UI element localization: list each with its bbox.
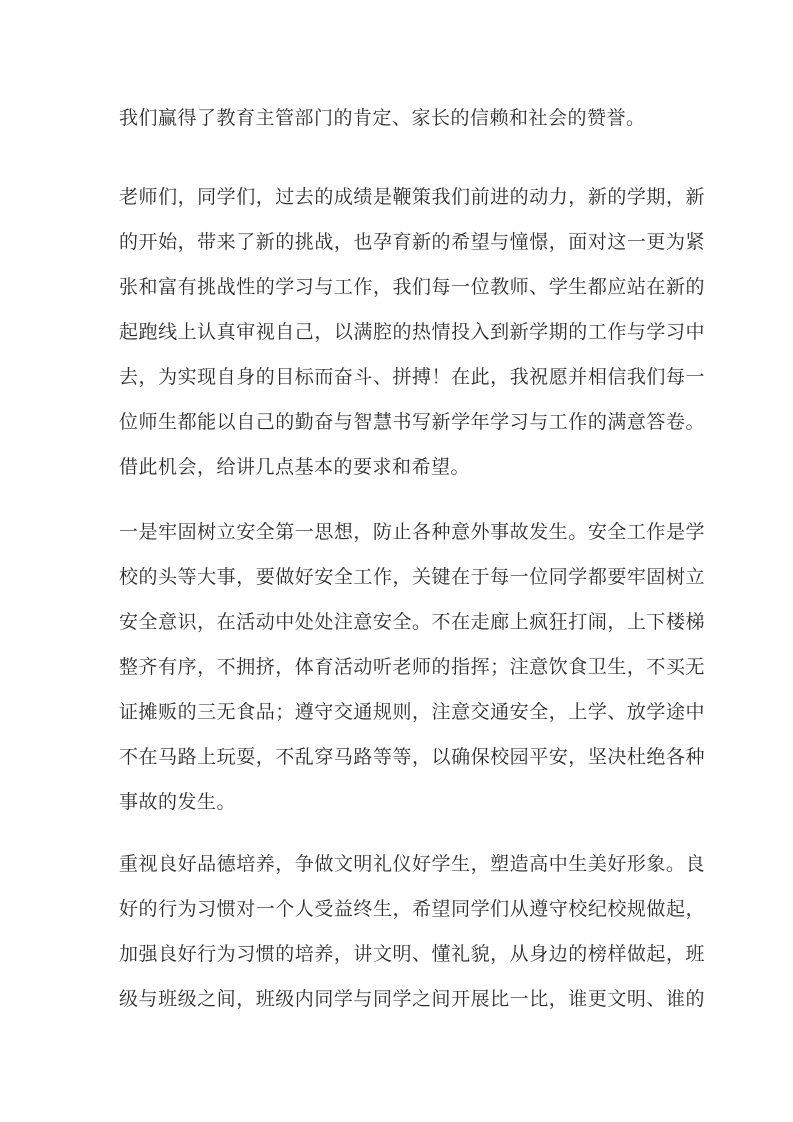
text-line: 好的行为习惯对一个人受益终生，希望同学们从遵守校纪校规做起， <box>119 899 705 920</box>
text-line: 重视良好品德培养，争做文明礼仪好学生，塑造高中生美好形象。良 <box>119 854 705 875</box>
text-line: 借此机会，给讲几点基本的要求和希望。 <box>119 457 471 478</box>
text-line: 我们赢得了教育主管部门的肯定、家长的信赖和社会的赞誉。 <box>119 108 646 129</box>
text-line: 事故的发生。 <box>119 792 237 813</box>
text-line: 校的头等大事，要做好安全工作，关键在于每一位同学都要牢固树立 <box>119 567 705 588</box>
paragraph <box>119 510 705 825</box>
text-line: 加强良好行为习惯的培养，讲文明、懂礼貌，从身边的榜样做起，班 <box>119 944 705 965</box>
text-line: 位师生都能以自己的勤奋与智慧书写新学年学习与工作的满意答卷。 <box>119 412 705 433</box>
document-text-block <box>119 96 705 1022</box>
text-line: 不在马路上玩耍，不乱穿马路等等，以确保校园平安，坚决杜绝各种 <box>119 747 705 768</box>
text-line: 证摊贩的三无食品；遵守交通规则，注意交通安全，上学、放学途中 <box>119 702 705 723</box>
text-line: 级与班级之间，班级内同学与同学之间开展比一比，谁更文明、谁的 <box>119 989 705 1010</box>
text-line: 一是牢固树立安全第一思想，防止各种意外事故发生。安全工作是学 <box>119 522 705 543</box>
text-line: 老师们，同学们，过去的成绩是鞭策我们前进的动力，新的学期，新 <box>119 187 705 208</box>
paragraph <box>119 175 705 490</box>
text-line: 起跑线上认真审视自己，以满腔的热情投入到新学期的工作与学习中 <box>119 322 705 343</box>
text-line: 安全意识，在活动中处处注意安全。不在走廊上疯狂打闹，上下楼梯 <box>119 612 705 633</box>
text-line: 整齐有序，不拥挤，体育活动听老师的指挥；注意饮食卫生，不买无 <box>119 657 705 678</box>
text-line: 去，为实现自身的目标而奋斗、拼搏！在此，我祝愿并相信我们每一 <box>119 367 705 388</box>
paragraph <box>119 96 705 141</box>
text-line: 张和富有挑战性的学习与工作，我们每一位教师、学生都应站在新的 <box>119 277 705 298</box>
paragraph <box>119 842 705 1022</box>
text-line: 的开始，带来了新的挑战，也孕育新的希望与憧憬，面对这一更为紧 <box>119 232 705 253</box>
